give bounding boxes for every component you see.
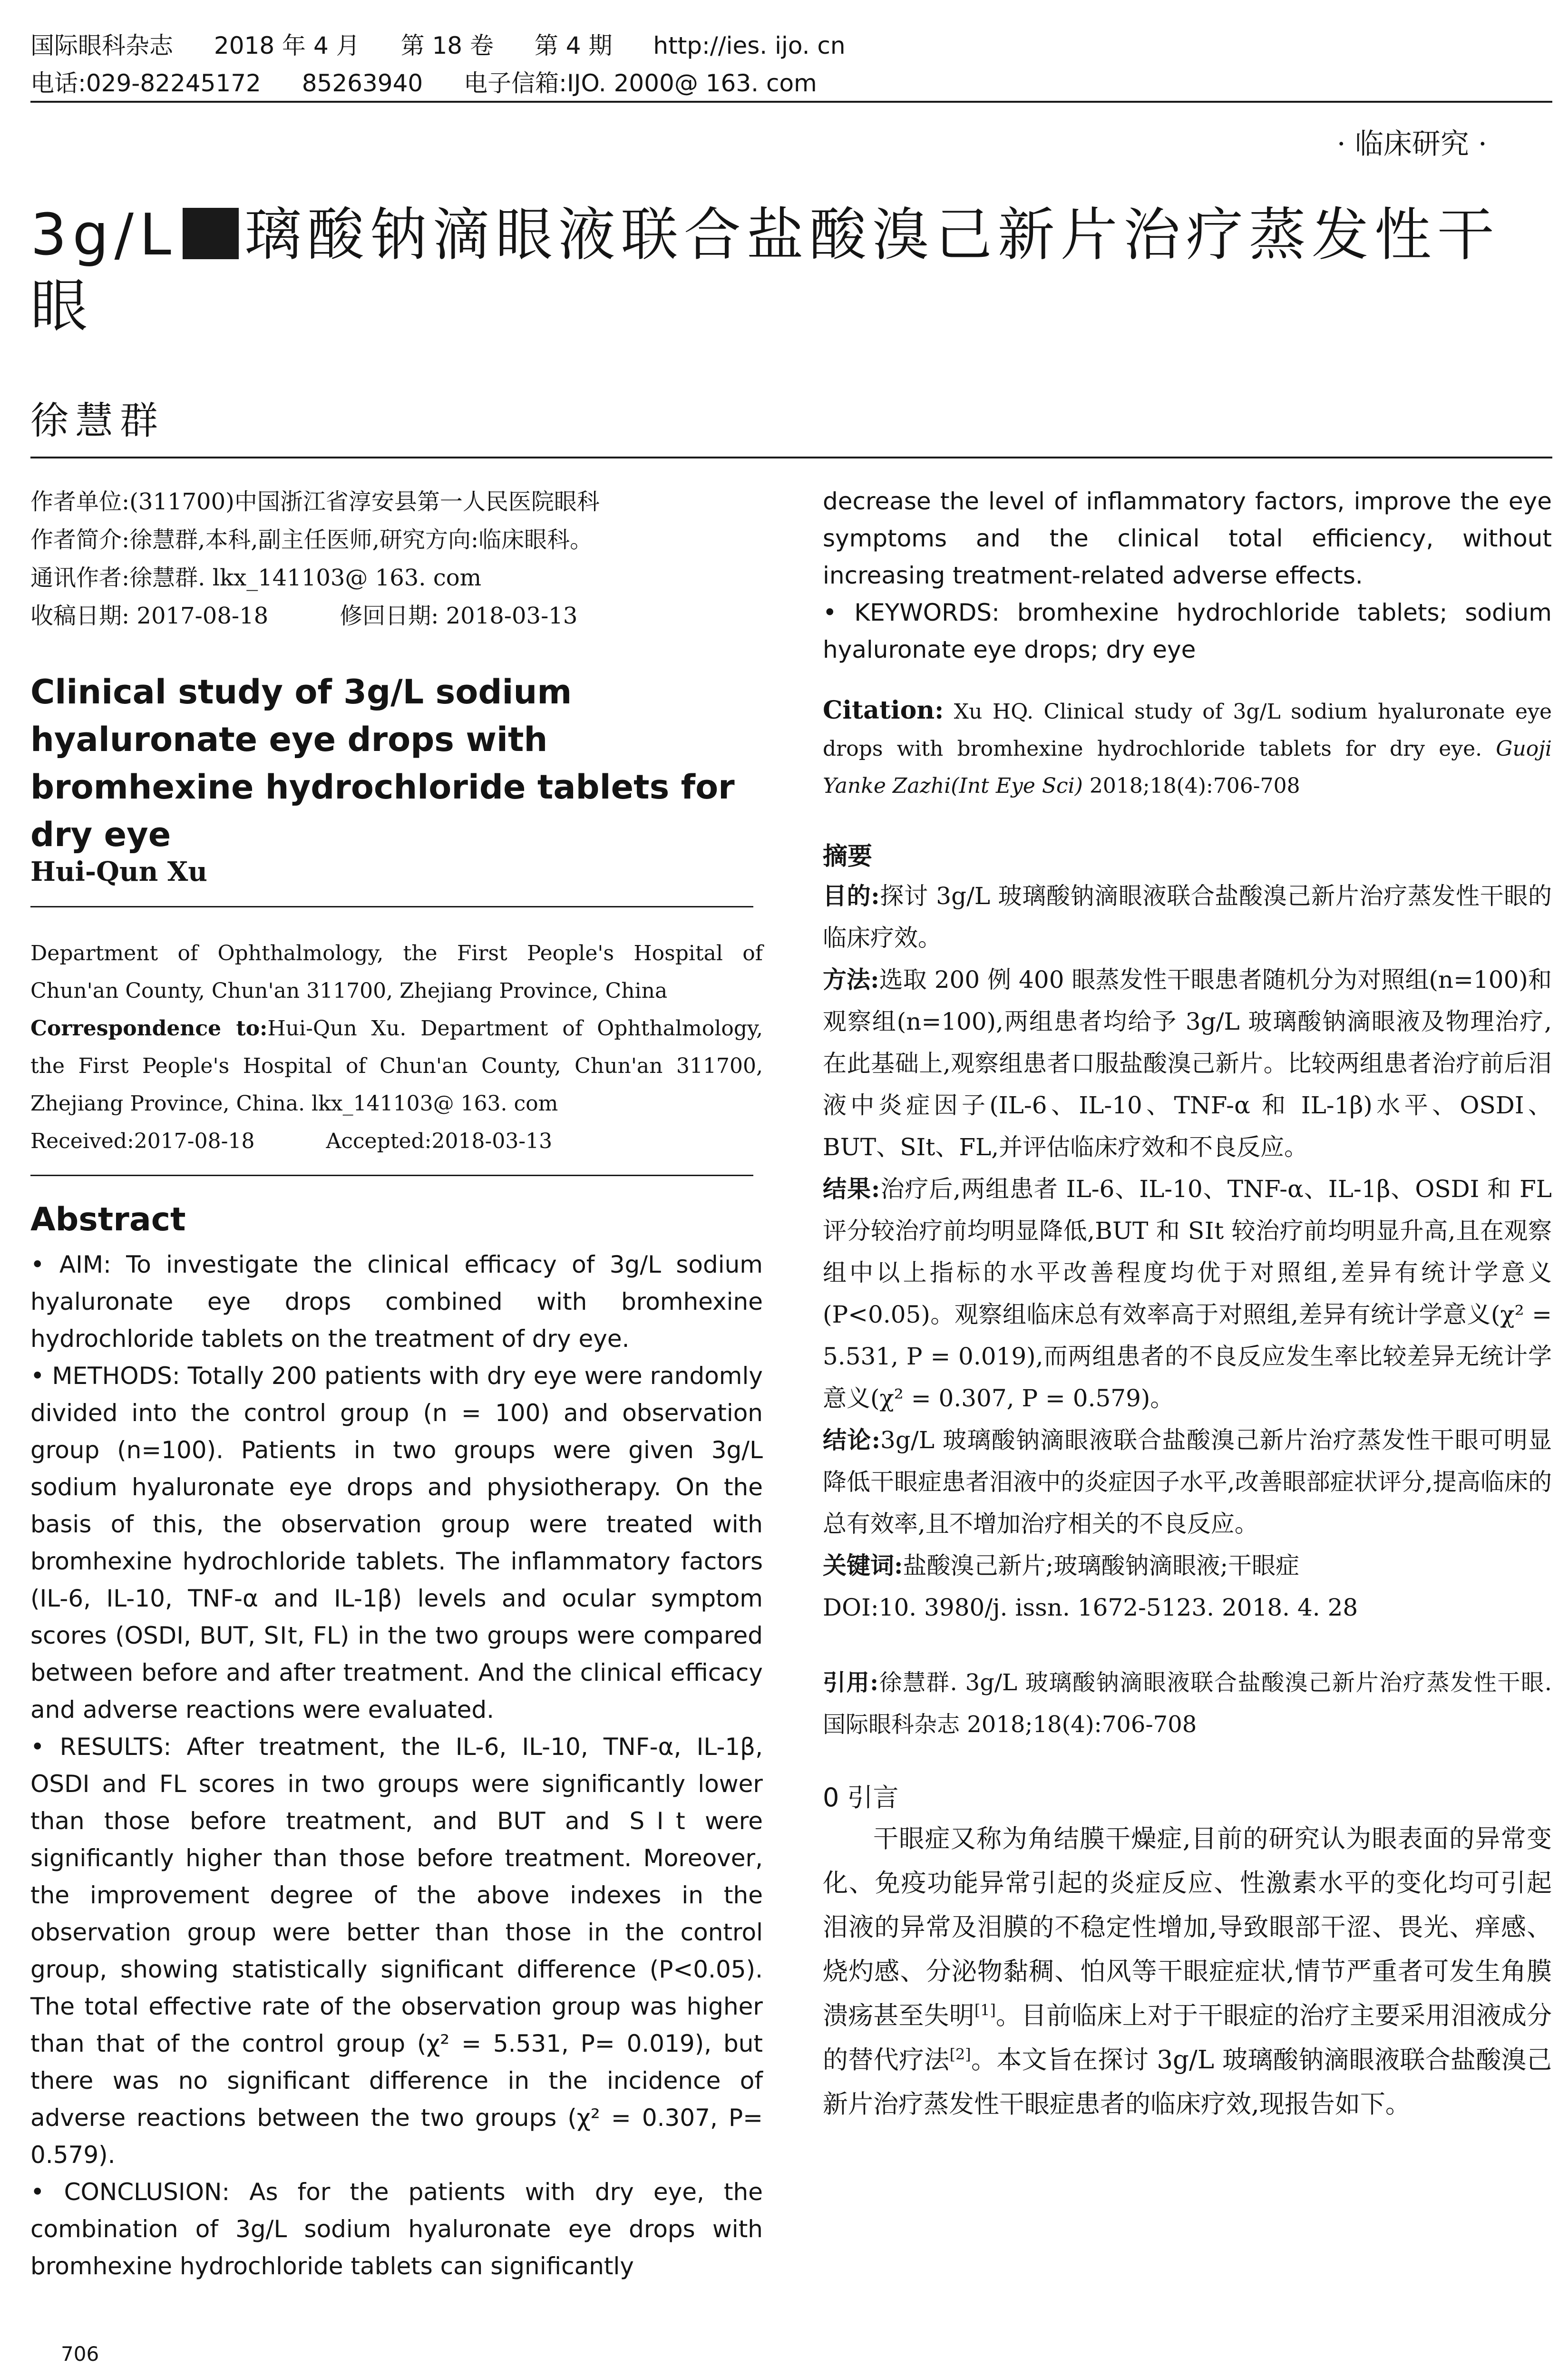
author-intro: 作者简介:徐慧群,本科,副主任医师,研究方向:临床眼科。 — [30, 526, 593, 553]
abstract-continued — [823, 483, 1552, 668]
summary-conclusion — [823, 1419, 1552, 1545]
summary-heading: 摘要 — [823, 842, 873, 871]
citation-cn-text: 徐慧群. 3g/L 玻璃酸钠滴眼液联合盐酸溴己新片治疗蒸发性干眼. 国际眼科杂志 2018;18(4):706-708 — [823, 1669, 1552, 1738]
header-rule — [30, 101, 1552, 103]
abstract-methods: • METHODS: Totally 200 patients with dry eye were randomly divided into the control group (n = 100) and observation group (n=100). Patients in two groups were given 3g/L sodium hyaluronate eye drops and physiotherapy. On the basis of this, the observation group were treated with bromhexine hydrochloride tablets. The inflammatory factors (IL-6, IL-10, TNF-α and IL-1β) levels and ocular symptom scores (OSDI, BUT, SⅠt, FL) in the two groups were compared between before and after treatment. And the clinical efficacy and adverse reactions were evaluated. — [30, 1362, 763, 1724]
correspondence-text: Hui-Qun Xu. Department of Ophthalmology, the First People's Hospital of Chun'an County, Chun'an 311700, Zhejiang Province, China. lkx_141103@ 163. com — [30, 1016, 763, 1116]
summary-aim-text: 探讨 3g/L 玻璃酸钠滴眼液联合盐酸溴己新片治疗蒸发性干眼的临床疗效。 — [823, 882, 1552, 952]
right-column — [823, 483, 1552, 2126]
citation-text: Xu HQ. Clinical study of 3g/L sodium hyaluronate eye drops with bromhexine hydrochloride tablets for dry eye. — [823, 700, 1552, 761]
journal-contact — [30, 64, 850, 98]
english-author: Hui-Qun Xu — [30, 856, 208, 887]
issue-date: 2018 年 4 月 — [214, 32, 360, 59]
journal-name: 国际眼科杂志 — [30, 32, 173, 59]
journal-url[interactable]: http://ies. ijo. cn — [653, 32, 846, 59]
received: Received:2017-08-18 — [30, 1129, 255, 1153]
redaction-mark — [183, 208, 239, 259]
summary-cn — [823, 875, 1552, 1628]
abstract-rule — [30, 1175, 753, 1176]
summary-methods — [823, 959, 1552, 1168]
summary-methods-text: 选取 200 例 400 眼蒸发性干眼患者随机分为对照组(n=100)和观察组(n=100),两组患者均给予 3g/L 玻璃酸钠滴眼液及物理治疗,在此基础上,观察组患者口服盐酸溴己新片。比较两组患者治疗前后泪液中炎症因子(IL-6、IL-10、TNF-α 和 IL-1β)水平、OSDI、BUT、SⅠt、FL,并评估临床疗效和不良反应。 — [823, 966, 1552, 1161]
doi[interactable]: DOI:10. 3980/j. issn. 1672-5123. 2018. 4. 28 — [823, 1594, 1358, 1621]
phone-2: 85263940 — [302, 69, 423, 97]
dates-line — [30, 597, 772, 635]
issue: 第 4 期 — [534, 32, 613, 59]
abstract-heading: Abstract — [30, 1201, 186, 1238]
title-part-1: 3g/L — [30, 202, 177, 268]
summary-keywords-text: 盐酸溴己新片;玻璃酸钠滴眼液;干眼症 — [903, 1552, 1300, 1579]
abstract-english — [30, 1246, 763, 2285]
phone: 电话:029-82245172 — [30, 69, 261, 97]
citation-ref: 2018;18(4):706-708 — [1089, 774, 1300, 798]
reference-2[interactable]: [2] — [949, 2046, 971, 2064]
page-number: 706 — [61, 2342, 99, 2366]
title-part-2: 璃酸钠滴眼液联合盐酸溴己新片治疗蒸发性干眼 — [30, 202, 1500, 340]
intro-text-1: 干眼症又称为角结膜干燥症,目前的研究认为眼表面的异常变化、免疫功能异常引起的炎症反应、性激素水平的变化均可引起泪液的异常及泪膜的不稳定性增加,导致眼部干涩、畏光、痒感、烧灼感、分泌物黏稠、怕风等干眼症症状,情节严重者可发生角膜溃疡甚至失明 — [823, 1824, 1552, 2030]
summary-keywords — [823, 1545, 1552, 1587]
summary-results — [823, 1168, 1552, 1419]
summary-conclusion-label: 结论: — [823, 1426, 881, 1454]
received-accepted — [30, 1122, 763, 1160]
abstract-conclusion-cont: decrease the level of inflammatory factors, improve the eye symptoms and the clinical total efficiency, without increasing treatment-related adverse effects. — [823, 487, 1552, 589]
journal-header — [30, 27, 879, 61]
english-title: Clinical study of 3g/L sodium hyaluronate eye drops with bromhexine hydrochloride tablets for dry eye — [30, 672, 735, 854]
accepted: Accepted:2018-03-13 — [326, 1129, 553, 1153]
summary-results-label: 结果: — [823, 1175, 880, 1203]
corresponding-author: 通讯作者:徐慧群. lkx_141103@ 163. com — [30, 565, 482, 591]
abstract-aim: • AIM: To investigate the clinical efficacy of 3g/L sodium hyaluronate eye drops combined with bromhexine hydrochloride tablets on the treatment of dry eye. — [30, 1251, 763, 1353]
revised-date: 修回日期: 2018-03-13 — [340, 603, 578, 629]
citation-cn-label: 引用: — [823, 1669, 878, 1696]
intro-text-2: 。目前临床上对于干眼症的治疗主要采用泪液成分的替代疗法 — [823, 2001, 1552, 2075]
summary-keywords-label: 关键词: — [823, 1551, 903, 1579]
intro-text-3: 。本文旨在探讨 3g/L 玻璃酸钠滴眼液联合盐酸溴己新片治疗蒸发性干眼症患者的临床疗效,现报告如下。 — [823, 2046, 1552, 2119]
abstract-results: • RESULTS: After treatment, the IL-6, IL-10, TNF-α, IL-1β, OSDI and FL scores in two groups were significantly lower than those before treatment, and BUT and SⅠt were significantly higher than those before treatment. Moreover, the improvement degree of the above indexes in the observation group were better than those in the control group, showing statistically significant difference (P<0.05). The total effective rate of the observation group was higher than that of the control group (χ² = 5.531, P= 0.019), but there was no significant difference in the incidence of adverse reactions between the two groups (χ² = 0.307, P= 0.579). — [30, 1733, 763, 2169]
author-unit: 作者单位:(311700)中国浙江省淳安县第一人民医院眼科 — [30, 488, 600, 515]
affiliation-rule — [30, 906, 753, 907]
received-date: 收稿日期: 2017-08-18 — [30, 603, 269, 629]
author-info-cn — [30, 483, 772, 635]
section-label: · 临床研究 · — [1336, 127, 1487, 161]
correspondence-label: Correspondence to: — [30, 1016, 268, 1041]
summary-aim — [823, 875, 1552, 959]
citation-label: Citation: — [823, 696, 944, 725]
correspondence — [30, 1010, 763, 1122]
affiliation — [30, 935, 763, 1160]
article-title — [30, 200, 1552, 342]
email[interactable]: 电子信箱:IJO. 2000@ 163. com — [464, 69, 817, 97]
summary-methods-label: 方法: — [823, 965, 879, 994]
volume: 第 18 卷 — [400, 32, 494, 59]
author-cn: 徐慧群 — [30, 399, 165, 443]
citation-en — [823, 692, 1552, 805]
intro-paragraph — [823, 1817, 1552, 2126]
intro-heading: 0 引言 — [823, 1783, 899, 1812]
abstract-conclusion: • CONCLUSION: As for the patients with dry eye, the combination of 3g/L sodium hyaluronate eye drops with bromhexine hydrochloride tablets can significantly — [30, 2178, 763, 2280]
citation-journal: Guoji Yanke Zazhi(Int Eye Sci) — [823, 737, 1552, 798]
reference-1[interactable]: [1] — [974, 2001, 996, 2019]
title-rule — [30, 457, 1552, 458]
abstract-keywords: • KEYWORDS: bromhexine hydrochloride tablets; sodium hyaluronate eye drops; dry eye — [823, 599, 1552, 663]
summary-aim-label: 目的: — [823, 882, 880, 910]
department: Department of Ophthalmology, the First People's Hospital of Chun'an County, Chun'an 311700, Zhejiang Province, China — [30, 941, 763, 1003]
citation-cn — [823, 1662, 1552, 1745]
summary-results-text: 治疗后,两组患者 IL-6、IL-10、TNF-α、IL-1β、OSDI 和 FL 评分较治疗前均明显降低,BUT 和 SⅠt 较治疗前均明显升高,且在观察组中以上指标的水平改善程度均优于对照组,差异有统计学意义(P<0.05)。观察组临床总有效率高于对照组,差异有统计学意义(χ² = 5.531, P = 0.019),而两组患者的不良反应发生率比较差异无统计学意义(χ² = 0.307, P = 0.579)。 — [823, 1175, 1552, 1412]
summary-conclusion-text: 3g/L 玻璃酸钠滴眼液联合盐酸溴己新片治疗蒸发性干眼可明显降低干眼症患者泪液中的炎症因子水平,改善眼部症状评分,提高临床的总有效率,且不增加治疗相关的不良反应。 — [823, 1426, 1552, 1538]
